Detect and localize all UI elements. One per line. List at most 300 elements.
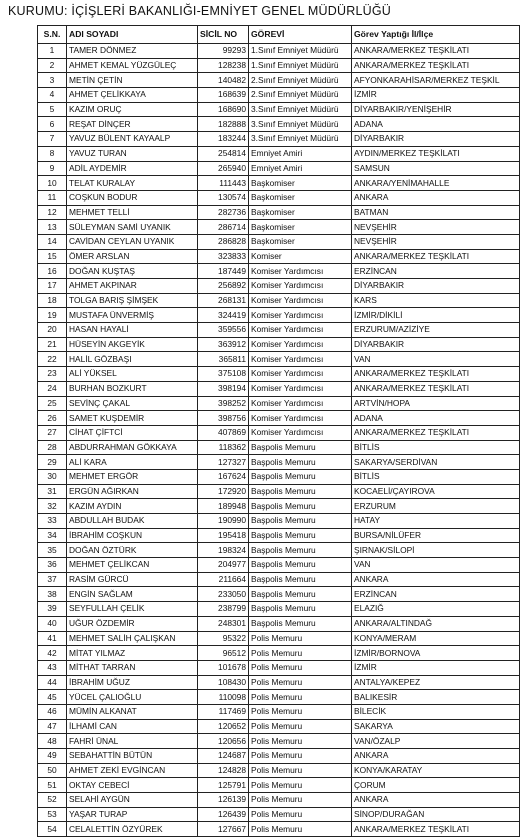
cell-name: MEHMET ÇELİKCAN bbox=[67, 558, 198, 573]
cell-sicil: 120652 bbox=[198, 719, 249, 734]
cell-gorev: Komiser Yardımcısı bbox=[249, 352, 352, 367]
cell-yer: NEVŞEHİR bbox=[352, 234, 520, 249]
table-row bbox=[38, 807, 520, 822]
cell-name: İBRAHİM UĞUZ bbox=[67, 675, 198, 690]
cell-sicil: 118362 bbox=[198, 440, 249, 455]
table-row bbox=[38, 528, 520, 543]
cell-name: TOLGA BARIŞ ŞİMŞEK bbox=[67, 293, 198, 308]
cell-sicil: 398252 bbox=[198, 396, 249, 411]
header-name: ADI SOYADI bbox=[67, 26, 198, 44]
cell-gorev: Emniyet Amiri bbox=[249, 146, 352, 161]
table-row bbox=[38, 220, 520, 235]
cell-gorev: 2.Sınıf Emniyet Müdürü bbox=[249, 73, 352, 88]
cell-name: BURHAN BOZKURT bbox=[67, 381, 198, 396]
cell-sn: 21 bbox=[38, 337, 67, 352]
cell-sicil: 183244 bbox=[198, 132, 249, 147]
cell-gorev: 1.Sınıf Emniyet Müdürü bbox=[249, 58, 352, 73]
table-row bbox=[38, 58, 520, 73]
cell-yer: NEVŞEHİR bbox=[352, 220, 520, 235]
cell-yer: ERZURUM/AZİZİYE bbox=[352, 323, 520, 338]
cell-name: ABDULLAH BUDAK bbox=[67, 514, 198, 529]
cell-yer: VAN bbox=[352, 558, 520, 573]
cell-sicil: 211664 bbox=[198, 572, 249, 587]
table-body bbox=[38, 44, 520, 837]
table-row bbox=[38, 734, 520, 749]
cell-sn: 17 bbox=[38, 279, 67, 294]
cell-gorev: Polis Memuru bbox=[249, 793, 352, 808]
cell-sn: 33 bbox=[38, 514, 67, 529]
cell-gorev: Başpolis Memuru bbox=[249, 558, 352, 573]
cell-name: YAVUZ TURAN bbox=[67, 146, 198, 161]
table-row bbox=[38, 264, 520, 279]
cell-sicil: 282736 bbox=[198, 205, 249, 220]
table-row bbox=[38, 88, 520, 103]
cell-name: CAVİDAN CEYLAN UYANIK bbox=[67, 234, 198, 249]
cell-sn: 2 bbox=[38, 58, 67, 73]
cell-name: ALİ YÜKSEL bbox=[67, 367, 198, 382]
cell-sicil: 126139 bbox=[198, 793, 249, 808]
table-row bbox=[38, 249, 520, 264]
cell-sn: 27 bbox=[38, 425, 67, 440]
cell-gorev: Başkomiser bbox=[249, 205, 352, 220]
cell-sicil: 120656 bbox=[198, 734, 249, 749]
cell-sn: 42 bbox=[38, 646, 67, 661]
cell-sn: 44 bbox=[38, 675, 67, 690]
cell-sicil: 108430 bbox=[198, 675, 249, 690]
cell-sicil: 172920 bbox=[198, 484, 249, 499]
cell-yer: KONYA/MERAM bbox=[352, 631, 520, 646]
cell-gorev: Başpolis Memuru bbox=[249, 616, 352, 631]
cell-name: MİTHAT TARRAN bbox=[67, 660, 198, 675]
cell-name: MEHMET ERGÖR bbox=[67, 469, 198, 484]
cell-sicil: 117469 bbox=[198, 704, 249, 719]
cell-sicil: 168690 bbox=[198, 102, 249, 117]
cell-yer: BALIKESİR bbox=[352, 690, 520, 705]
cell-gorev: Başkomiser bbox=[249, 220, 352, 235]
table-row bbox=[38, 396, 520, 411]
cell-sicil: 363912 bbox=[198, 337, 249, 352]
header-yer: Görev Yaptığı İl/İlçe bbox=[352, 26, 520, 44]
cell-gorev: Polis Memuru bbox=[249, 675, 352, 690]
cell-sicil: 323833 bbox=[198, 249, 249, 264]
cell-sicil: 407869 bbox=[198, 425, 249, 440]
cell-yer: KARS bbox=[352, 293, 520, 308]
cell-gorev: Başpolis Memuru bbox=[249, 440, 352, 455]
cell-yer: İZMİR/DİKİLİ bbox=[352, 308, 520, 323]
cell-name: YÜCEL ÇALIOĞLU bbox=[67, 690, 198, 705]
cell-yer: ANKARA/YENİMAHALLE bbox=[352, 176, 520, 191]
cell-gorev: Polis Memuru bbox=[249, 778, 352, 793]
table-row bbox=[38, 690, 520, 705]
cell-yer: SİNOP/DURAĞAN bbox=[352, 807, 520, 822]
cell-sicil: 398194 bbox=[198, 381, 249, 396]
table-row bbox=[38, 558, 520, 573]
cell-sicil: 96512 bbox=[198, 646, 249, 661]
cell-sicil: 111443 bbox=[198, 176, 249, 191]
cell-sn: 22 bbox=[38, 352, 67, 367]
cell-yer: DİYARBAKIR bbox=[352, 279, 520, 294]
cell-gorev: 3.Sınıf Emniyet Müdürü bbox=[249, 117, 352, 132]
cell-sn: 48 bbox=[38, 734, 67, 749]
cell-sicil: 324419 bbox=[198, 308, 249, 323]
cell-sicil: 254814 bbox=[198, 146, 249, 161]
cell-name: YAVUZ BÜLENT KAYAALP bbox=[67, 132, 198, 147]
cell-sn: 51 bbox=[38, 778, 67, 793]
cell-sn: 39 bbox=[38, 602, 67, 617]
cell-gorev: Polis Memuru bbox=[249, 704, 352, 719]
cell-name: AHMET AKPINAR bbox=[67, 279, 198, 294]
table-row bbox=[38, 161, 520, 176]
cell-name: ADİL AYDEMİR bbox=[67, 161, 198, 176]
cell-gorev: Başpolis Memuru bbox=[249, 514, 352, 529]
cell-sn: 37 bbox=[38, 572, 67, 587]
cell-yer: AYDIN/MERKEZ TEŞKİLATI bbox=[352, 146, 520, 161]
cell-gorev: Komiser Yardımcısı bbox=[249, 396, 352, 411]
cell-gorev: Komiser Yardımcısı bbox=[249, 381, 352, 396]
cell-name: COŞKUN BODUR bbox=[67, 190, 198, 205]
cell-yer: BİLECİK bbox=[352, 704, 520, 719]
cell-name: KAZIM ORUÇ bbox=[67, 102, 198, 117]
cell-gorev: Başpolis Memuru bbox=[249, 572, 352, 587]
cell-sn: 50 bbox=[38, 763, 67, 778]
cell-gorev: Başpolis Memuru bbox=[249, 543, 352, 558]
cell-sicil: 140482 bbox=[198, 73, 249, 88]
cell-sicil: 128238 bbox=[198, 58, 249, 73]
cell-name: METİN ÇETİN bbox=[67, 73, 198, 88]
table-row bbox=[38, 602, 520, 617]
cell-sicil: 198324 bbox=[198, 543, 249, 558]
table-row bbox=[38, 455, 520, 470]
cell-sicil: 110098 bbox=[198, 690, 249, 705]
table-row bbox=[38, 367, 520, 382]
table-row bbox=[38, 749, 520, 764]
cell-yer: ANKARA/MERKEZ TEŞKİLATI bbox=[352, 822, 520, 837]
table-row bbox=[38, 132, 520, 147]
cell-sicil: 190990 bbox=[198, 514, 249, 529]
cell-gorev: Komiser Yardımcısı bbox=[249, 411, 352, 426]
cell-sicil: 286828 bbox=[198, 234, 249, 249]
cell-sicil: 124828 bbox=[198, 763, 249, 778]
cell-yer: İZMİR bbox=[352, 88, 520, 103]
cell-name: OKTAY CEBECİ bbox=[67, 778, 198, 793]
cell-sn: 35 bbox=[38, 543, 67, 558]
cell-name: ALİ KARA bbox=[67, 455, 198, 470]
cell-yer: BATMAN bbox=[352, 205, 520, 220]
cell-gorev: Başpolis Memuru bbox=[249, 484, 352, 499]
cell-gorev: Polis Memuru bbox=[249, 749, 352, 764]
cell-sn: 12 bbox=[38, 205, 67, 220]
cell-yer: ANKARA/MERKEZ TEŞKİLATI bbox=[352, 44, 520, 59]
cell-yer: ANKARA/MERKEZ TEŞKİLATI bbox=[352, 381, 520, 396]
table-row bbox=[38, 117, 520, 132]
cell-yer: ANKARA/MERKEZ TEŞKİLATI bbox=[352, 425, 520, 440]
cell-name: DOĞAN KUŞTAŞ bbox=[67, 264, 198, 279]
cell-sicil: 99293 bbox=[198, 44, 249, 59]
cell-name: UĞUR ÖZDEMİR bbox=[67, 616, 198, 631]
cell-sn: 53 bbox=[38, 807, 67, 822]
cell-yer: ERZİNCAN bbox=[352, 264, 520, 279]
cell-yer: ERZİNCAN bbox=[352, 587, 520, 602]
cell-yer: ŞIRNAK/SİLOPİ bbox=[352, 543, 520, 558]
personnel-table bbox=[37, 25, 520, 837]
cell-name: AHMET KEMAL YÜZGÜLEÇ bbox=[67, 58, 198, 73]
cell-sicil: 126439 bbox=[198, 807, 249, 822]
cell-yer: BİTLİS bbox=[352, 440, 520, 455]
cell-sicil: 95322 bbox=[198, 631, 249, 646]
cell-name: MUSTAFA ÜNVERMİŞ bbox=[67, 308, 198, 323]
cell-name: MİTAT YILMAZ bbox=[67, 646, 198, 661]
cell-sicil: 127327 bbox=[198, 455, 249, 470]
table-row bbox=[38, 176, 520, 191]
cell-sicil: 365811 bbox=[198, 352, 249, 367]
cell-gorev: Başpolis Memuru bbox=[249, 469, 352, 484]
table-row bbox=[38, 587, 520, 602]
table-row bbox=[38, 763, 520, 778]
table-row bbox=[38, 293, 520, 308]
cell-name: KAZIM AYDIN bbox=[67, 499, 198, 514]
table-row bbox=[38, 102, 520, 117]
cell-name: CİHAT ÇİFTCİ bbox=[67, 425, 198, 440]
cell-yer: ANKARA/MERKEZ TEŞKİLATI bbox=[352, 367, 520, 382]
cell-sicil: 256892 bbox=[198, 279, 249, 294]
cell-name: CELALETTİN ÖZYÜREK bbox=[67, 822, 198, 837]
cell-gorev: Başkomiser bbox=[249, 176, 352, 191]
cell-gorev: 3.Sınıf Emniyet Müdürü bbox=[249, 132, 352, 147]
cell-sicil: 238799 bbox=[198, 602, 249, 617]
table-row bbox=[38, 660, 520, 675]
cell-gorev: Komiser Yardımcısı bbox=[249, 337, 352, 352]
cell-sicil: 265940 bbox=[198, 161, 249, 176]
cell-sn: 1 bbox=[38, 44, 67, 59]
cell-sicil: 204977 bbox=[198, 558, 249, 573]
cell-sicil: 195418 bbox=[198, 528, 249, 543]
cell-gorev: Polis Memuru bbox=[249, 807, 352, 822]
cell-yer: ANKARA/MERKEZ TEŞKİLATI bbox=[352, 249, 520, 264]
cell-name: ABDURRAHMAN GÖKKAYA bbox=[67, 440, 198, 455]
cell-sn: 19 bbox=[38, 308, 67, 323]
cell-gorev: Başpolis Memuru bbox=[249, 455, 352, 470]
cell-name: AHMET ZEKİ EVGİNCAN bbox=[67, 763, 198, 778]
cell-yer: BURSA/NİLÜFER bbox=[352, 528, 520, 543]
cell-name: AHMET ÇELİKKAYA bbox=[67, 88, 198, 103]
cell-gorev: 3.Sınıf Emniyet Müdürü bbox=[249, 102, 352, 117]
table-row bbox=[38, 793, 520, 808]
cell-sn: 18 bbox=[38, 293, 67, 308]
cell-sicil: 398756 bbox=[198, 411, 249, 426]
table-row bbox=[38, 704, 520, 719]
cell-sn: 11 bbox=[38, 190, 67, 205]
cell-sn: 45 bbox=[38, 690, 67, 705]
cell-sn: 4 bbox=[38, 88, 67, 103]
table-row bbox=[38, 205, 520, 220]
table-row bbox=[38, 469, 520, 484]
cell-yer: DİYARBAKIR bbox=[352, 337, 520, 352]
cell-sn: 49 bbox=[38, 749, 67, 764]
cell-gorev: Komiser Yardımcısı bbox=[249, 293, 352, 308]
cell-sicil: 268131 bbox=[198, 293, 249, 308]
cell-name: MÜMİN ALKANAT bbox=[67, 704, 198, 719]
header-sicil: SİCİL NO bbox=[198, 26, 249, 44]
cell-gorev: Komiser Yardımcısı bbox=[249, 264, 352, 279]
cell-name: ERGÜN AĞIRKAN bbox=[67, 484, 198, 499]
table-row bbox=[38, 411, 520, 426]
cell-name: REŞAT DİNÇER bbox=[67, 117, 198, 132]
cell-sn: 32 bbox=[38, 499, 67, 514]
cell-yer: SAKARYA bbox=[352, 719, 520, 734]
table-row bbox=[38, 543, 520, 558]
cell-name: SAMET KUŞDEMİR bbox=[67, 411, 198, 426]
cell-name: RASİM GÜRCÜ bbox=[67, 572, 198, 587]
cell-yer: BİTLİS bbox=[352, 469, 520, 484]
cell-sn: 26 bbox=[38, 411, 67, 426]
cell-yer: ANKARA bbox=[352, 572, 520, 587]
cell-yer: HATAY bbox=[352, 514, 520, 529]
cell-sicil: 375108 bbox=[198, 367, 249, 382]
cell-sn: 3 bbox=[38, 73, 67, 88]
cell-sn: 20 bbox=[38, 323, 67, 338]
cell-gorev: Komiser Yardımcısı bbox=[249, 367, 352, 382]
cell-yer: ANKARA/MERKEZ TEŞKİLATI bbox=[352, 58, 520, 73]
cell-gorev: Komiser bbox=[249, 249, 352, 264]
cell-sicil: 101678 bbox=[198, 660, 249, 675]
cell-sicil: 125791 bbox=[198, 778, 249, 793]
table-row bbox=[38, 323, 520, 338]
cell-sn: 41 bbox=[38, 631, 67, 646]
cell-gorev: Komiser Yardımcısı bbox=[249, 323, 352, 338]
cell-sn: 10 bbox=[38, 176, 67, 191]
cell-name: SEBAHATTİN BÜTÜN bbox=[67, 749, 198, 764]
table-row bbox=[38, 352, 520, 367]
cell-sn: 16 bbox=[38, 264, 67, 279]
table-row bbox=[38, 337, 520, 352]
cell-name: SEVİNÇ ÇAKAL bbox=[67, 396, 198, 411]
cell-sn: 24 bbox=[38, 381, 67, 396]
table-row bbox=[38, 440, 520, 455]
cell-sn: 54 bbox=[38, 822, 67, 837]
cell-sicil: 359556 bbox=[198, 323, 249, 338]
cell-sicil: 130574 bbox=[198, 190, 249, 205]
cell-sn: 23 bbox=[38, 367, 67, 382]
cell-yer: İZMİR bbox=[352, 660, 520, 675]
table-row bbox=[38, 279, 520, 294]
cell-sn: 36 bbox=[38, 558, 67, 573]
cell-yer: AFYONKARAHİSAR/MERKEZ TEŞKİL bbox=[352, 73, 520, 88]
cell-yer: ADANA bbox=[352, 411, 520, 426]
cell-name: SÜLEYMAN SAMİ UYANIK bbox=[67, 220, 198, 235]
cell-name: MEHMET SALİH ÇALIŞKAN bbox=[67, 631, 198, 646]
cell-sn: 14 bbox=[38, 234, 67, 249]
cell-sicil: 168639 bbox=[198, 88, 249, 103]
cell-name: HÜSEYİN AKGEYİK bbox=[67, 337, 198, 352]
cell-yer: ERZURUM bbox=[352, 499, 520, 514]
table-row bbox=[38, 381, 520, 396]
cell-sn: 40 bbox=[38, 616, 67, 631]
table-row bbox=[38, 44, 520, 59]
cell-gorev: Polis Memuru bbox=[249, 646, 352, 661]
table-row bbox=[38, 778, 520, 793]
table-row bbox=[38, 616, 520, 631]
cell-gorev: Polis Memuru bbox=[249, 822, 352, 837]
cell-gorev: Polis Memuru bbox=[249, 763, 352, 778]
table-row bbox=[38, 675, 520, 690]
cell-sn: 38 bbox=[38, 587, 67, 602]
cell-gorev: 1.Sınıf Emniyet Müdürü bbox=[249, 44, 352, 59]
table-row bbox=[38, 572, 520, 587]
cell-sicil: 127667 bbox=[198, 822, 249, 837]
cell-yer: ANKARA bbox=[352, 190, 520, 205]
cell-sn: 6 bbox=[38, 117, 67, 132]
cell-sn: 47 bbox=[38, 719, 67, 734]
cell-yer: İZMİR/BORNOVA bbox=[352, 646, 520, 661]
cell-yer: KOCAELİ/ÇAYIROVA bbox=[352, 484, 520, 499]
cell-sicil: 187449 bbox=[198, 264, 249, 279]
table-row bbox=[38, 146, 520, 161]
table-row bbox=[38, 484, 520, 499]
cell-sicil: 167624 bbox=[198, 469, 249, 484]
cell-gorev: Polis Memuru bbox=[249, 719, 352, 734]
cell-yer: ADANA bbox=[352, 117, 520, 132]
cell-yer: KONYA/KARATAY bbox=[352, 763, 520, 778]
cell-yer: ANKARA bbox=[352, 793, 520, 808]
cell-sicil: 189948 bbox=[198, 499, 249, 514]
cell-sn: 7 bbox=[38, 132, 67, 147]
cell-name: DOĞAN ÖZTÜRK bbox=[67, 543, 198, 558]
table-row bbox=[38, 190, 520, 205]
cell-gorev: Başkomiser bbox=[249, 234, 352, 249]
cell-sn: 46 bbox=[38, 704, 67, 719]
cell-gorev: Komiser Yardımcısı bbox=[249, 425, 352, 440]
table-row bbox=[38, 234, 520, 249]
cell-sicil: 124687 bbox=[198, 749, 249, 764]
table-row bbox=[38, 73, 520, 88]
cell-yer: ANKARA/ALTINDAĞ bbox=[352, 616, 520, 631]
table-row bbox=[38, 308, 520, 323]
cell-gorev: Başpolis Memuru bbox=[249, 587, 352, 602]
cell-sicil: 182888 bbox=[198, 117, 249, 132]
cell-yer: VAN bbox=[352, 352, 520, 367]
header-sn: S.N. bbox=[38, 26, 67, 44]
table-row bbox=[38, 719, 520, 734]
cell-sn: 5 bbox=[38, 102, 67, 117]
cell-gorev: Polis Memuru bbox=[249, 660, 352, 675]
table-row bbox=[38, 425, 520, 440]
cell-sn: 9 bbox=[38, 161, 67, 176]
cell-yer: SAMSUN bbox=[352, 161, 520, 176]
cell-name: YAŞAR TURAP bbox=[67, 807, 198, 822]
table-row bbox=[38, 631, 520, 646]
cell-gorev: Polis Memuru bbox=[249, 734, 352, 749]
table-row bbox=[38, 822, 520, 837]
cell-sn: 15 bbox=[38, 249, 67, 264]
cell-sn: 28 bbox=[38, 440, 67, 455]
cell-name: İLHAMİ CAN bbox=[67, 719, 198, 734]
cell-yer: ANKARA bbox=[352, 749, 520, 764]
cell-name: TAMER DÖNMEZ bbox=[67, 44, 198, 59]
cell-name: İBRAHİM COŞKUN bbox=[67, 528, 198, 543]
cell-gorev: Başpolis Memuru bbox=[249, 528, 352, 543]
cell-gorev: Başpolis Memuru bbox=[249, 602, 352, 617]
cell-sn: 25 bbox=[38, 396, 67, 411]
cell-gorev: Komiser Yardımcısı bbox=[249, 308, 352, 323]
cell-yer: SAKARYA/SERDİVAN bbox=[352, 455, 520, 470]
cell-name: MEHMET TELLİ bbox=[67, 205, 198, 220]
cell-name: ENGİN SAĞLAM bbox=[67, 587, 198, 602]
cell-yer: ARTVİN/HOPA bbox=[352, 396, 520, 411]
cell-yer: VAN/ÖZALP bbox=[352, 734, 520, 749]
cell-name: FAHRİ ÜNAL bbox=[67, 734, 198, 749]
cell-gorev: Başkomiser bbox=[249, 190, 352, 205]
cell-sn: 13 bbox=[38, 220, 67, 235]
